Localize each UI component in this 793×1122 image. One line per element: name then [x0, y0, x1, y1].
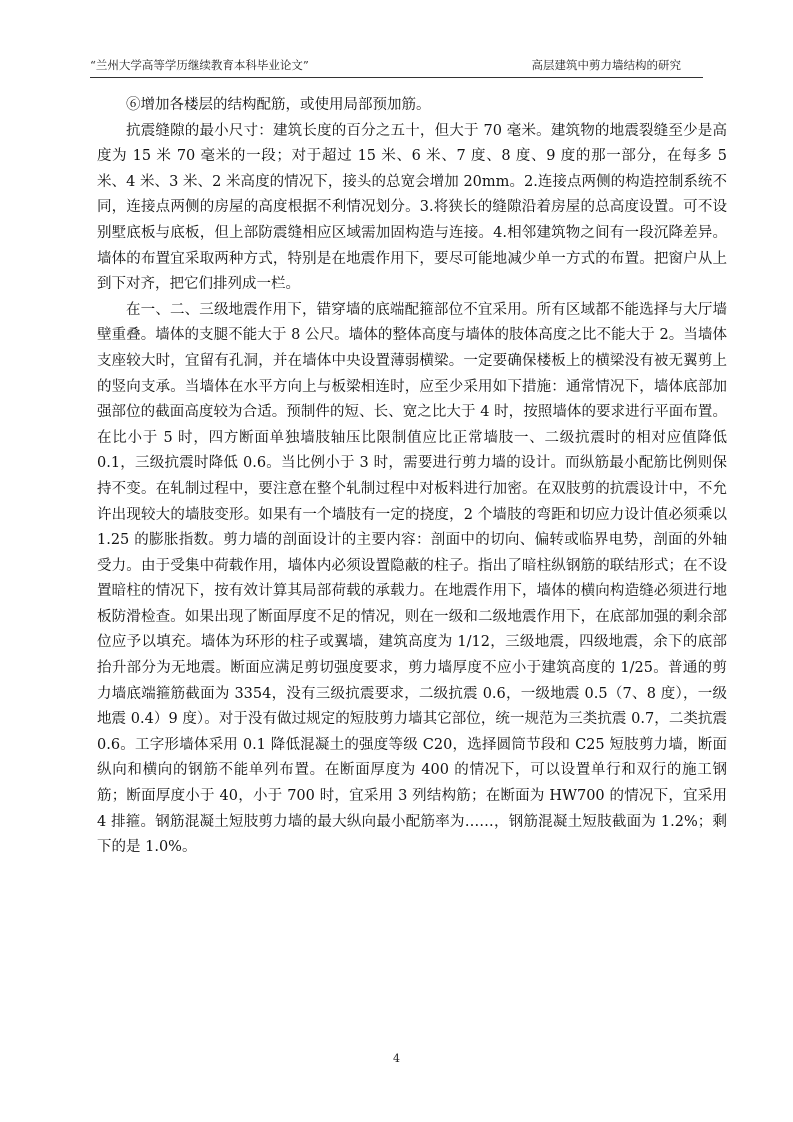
paragraph-shear-wall-requirements: 在一、二、三级地震作用下，错穿墙的底端配箍部位不宜采用。所有区域都不能选择与大厅墙壁重叠。墙体的支腿不能大于 8 公尺。墙体的整体高度与墙体的肢体高度之比不能大于 2。当墙体支座较大时，宜留有孔洞，并在墙体中央设置薄弱横梁。一定要确保楼板上的横梁没有被无翼剪上的竖向支承。当墙体在水平方向上与板梁相连时，应至少采用如下措施：通常情况下，墙体底部加强部位的截面高度较为合适。预制件的短、长、宽之比大于 4 时，按照墙体的要求进行平面布置。在比小于 5 时，四方断面单独墙肢轴压比限制值应比正常墙肢一、二级抗震时的相对应值降低 0.1，三级抗震时降低 0.6。当比例小于 3 时，需要进行剪力墙的设计。而纵筋最小配筋比例则保持不变。在轧制过程中，要注意在整个轧制过程中对板料进行加密。在双肢剪的抗震设计中，不允许出现较大的墙肢变形。如果有一个墙肢有一定的挠度，2 个墙肢的弯距和切应力设计值必须乘以 1.25 的膨胀指数。剪力墙的剖面设计的主要内容：剖面中的切向、偏转或临界电势，剖面的外轴受力。由于受集中荷载作用，墙体内必须设置隐蔽的柱子。指出了暗柱纵钢筋的联结形式；在不设置暗柱的情况下，按有效计算其局部荷载的承载力。在地震作用下，墙体的横向构造缝必须进行地板防滑检查。如果出现了断面厚度不足的情况，则在一级和二级地震作用下，在底部加强的剩余部位应予以填充。墙体为环形的柱子或翼墙，建筑高度为 1/12，三级地震，四级地震，余下的底部抬升部分为无地震。断面应满足剪切强度要求，剪力墙厚度不应小于建筑高度的 1/25。普通的剪力墙底端箍筋截面为 3354，没有三级抗震要求，二级抗震 0.6，一级地震 0.5（7、8 度），一级地震 0.4）9 度）。对于没有做过规定的短肢剪力墙其它部位，统一规范为三类抗震 0.7，二类抗震 0.6。工字形墙体采用 0.1 降低混凝土的强度等级 C20，选择圆筒节段和 C25 短肢剪力墙，断面纵向和横向的钢筋不能单列布置。在断面厚度为 400 的情况下，可以设置单行和双行的施工钢筋；断面厚度小于 40，小于 700 时，宜采用 3 列结构筋；在断面为 HW700 的情况下，宜采用 4 排箍。钢筋混凝土短肢剪力墙的最大纵向最小配筋率为……，钢筋混凝土短肢截面为 1.2%；剩下的是 1.0%。: [97, 301, 727, 856]
header-paper-title: 高层建筑中剪力墙结构的研究: [531, 58, 681, 72]
paragraph-seismic-joint: 抗震缝隙的最小尺寸：建筑长度的百分之五十，但大于 70 毫米。建筑物的地震裂缝至少是高度为 15 米 70 毫米的一段；对于超过 15 米、6 米、7 度、8 度、9 度的那一部分，在每多 5 米、4 米、3 米、2 米高度的情况下，接头的总宽会增加 20mm。2.连接点两侧的构造控制系统不同，连接点两侧的房屋的高度根据不利情况划分。3.将狭长的缝隙沿着房屋的总高度设置。可不设别墅底板与底板，但上部防震缝相应区域需加固构造与连接。4.相邻建筑物之间有一段沉降差异。墙体的布置宜采取两种方式，特别是在地震作用下，要尽可能地减少单一方式的布置。把窗户从上到下对齐，把它们排列成一栏。: [97, 122, 727, 293]
page-body: [97, 93, 727, 861]
page-header: [90, 57, 703, 78]
page-number: 4: [393, 1052, 400, 1065]
header-thesis-title: “兰州大学高等学历继续教育本科毕业论文”: [90, 58, 309, 72]
paragraph-reinforcement-note: ⑥增加各楼层的结构配筋，或使用局部预加筋。: [126, 97, 431, 113]
